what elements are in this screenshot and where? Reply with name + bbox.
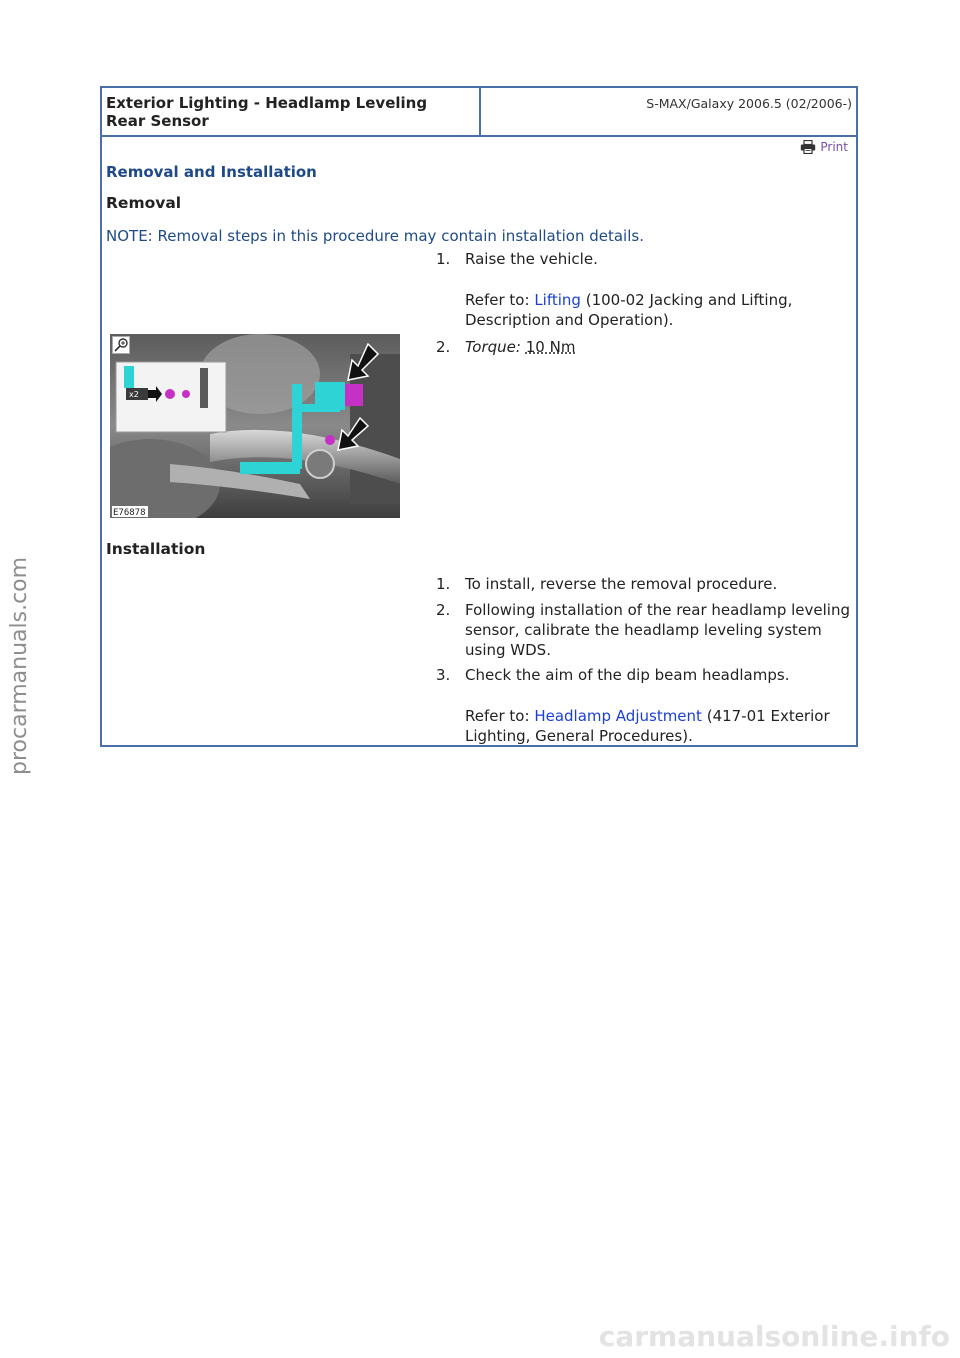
print-label: Print — [820, 140, 848, 154]
document-header — [102, 88, 856, 137]
section-title: Removal and Installation — [106, 163, 317, 181]
lifting-link[interactable]: Lifting — [534, 291, 581, 309]
step-text: To install, reverse the removal procedure. — [465, 575, 778, 593]
watermark-bottom: carmanualsonline.info — [598, 1320, 950, 1353]
figure-code: E76878 — [113, 508, 146, 518]
step-text: Following installation of the rear headlamp leveling sensor, calibrate the headlamp leveling system using WDS. — [465, 601, 850, 659]
print-button[interactable] — [800, 140, 848, 154]
step-text: Check the aim of the dip beam headlamps. — [465, 666, 790, 684]
step-number: 2. — [436, 601, 451, 619]
header-divider — [479, 88, 481, 135]
torque-spec — [465, 337, 855, 357]
ref-prefix: Refer to: — [465, 291, 530, 309]
step-number: 1. — [436, 250, 451, 268]
removal-step-1-reference — [465, 290, 857, 330]
page-title — [106, 94, 476, 130]
step-number: 3. — [436, 666, 451, 684]
installation-step-3-reference — [465, 706, 857, 746]
sensor-illustration — [110, 334, 400, 518]
ref-prefix: Refer to: — [465, 707, 530, 725]
headlamp-adjustment-link[interactable]: Headlamp Adjustment — [534, 707, 702, 725]
step-text: Raise the vehicle. — [465, 250, 598, 268]
step-number: 1. — [436, 575, 451, 593]
installation-heading: Installation — [106, 540, 206, 558]
title-line-2: Rear Sensor — [106, 112, 209, 130]
title-line-1: Exterior Lighting - Headlamp Leveling — [106, 94, 428, 112]
zoom-icon[interactable] — [112, 336, 130, 354]
watermark-left: procarmanuals.com — [7, 556, 32, 775]
document-frame — [100, 86, 858, 747]
sensor-figure — [110, 334, 400, 518]
printer-icon — [800, 140, 816, 154]
removal-heading: Removal — [106, 194, 182, 212]
figure-callout: x2 — [129, 390, 139, 399]
magnifier-icon — [113, 337, 129, 353]
ref-suffix: (100-02 Jacking and Lifting, Description and Operation). — [465, 291, 793, 329]
torque-value: 10 Nm — [525, 338, 576, 356]
step-number: 2. — [436, 338, 451, 356]
ref-suffix: (417-01 Exterior Lighting, General Procedures). — [465, 707, 830, 745]
model-label: S-MAX/Galaxy 2006.5 (02/2006-) — [646, 96, 852, 111]
removal-note: NOTE: Removal steps in this procedure may contain installation details. — [106, 227, 644, 245]
torque-label: Torque: — [465, 338, 521, 356]
